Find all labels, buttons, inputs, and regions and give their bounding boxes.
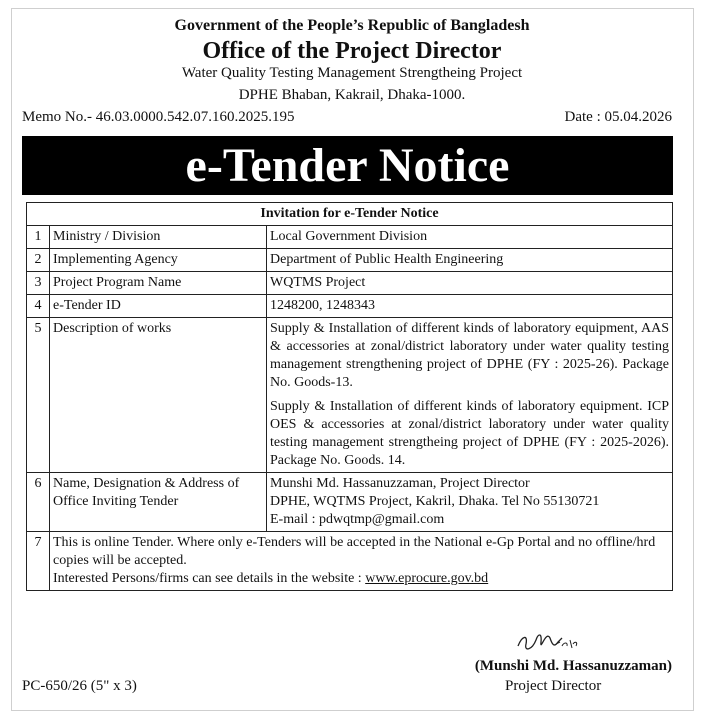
memo-number: Memo No.- 46.03.0000.542.07.160.2025.195: [22, 109, 295, 125]
publication-code: PC-650/26 (5" x 3): [22, 678, 137, 694]
table-row: [27, 473, 673, 532]
row-number: 3: [27, 272, 50, 295]
signature-mark: [512, 624, 582, 658]
notice-date: Date : 05.04.2026: [564, 109, 672, 125]
office-title: Office of the Project Director: [202, 38, 502, 64]
signatory-designation: Project Director: [505, 678, 602, 694]
signatory-name: (Munshi Md. Hassanuzzaman): [474, 658, 672, 674]
address-line: DPHE Bhaban, Kakrail, Dhaka-1000.: [238, 87, 466, 103]
eprocure-link[interactable]: www.eprocure.gov.bd: [365, 571, 489, 586]
row-label: Name, Designation & Address of Office Inviting Tender: [50, 473, 267, 532]
row-number: 4: [27, 295, 50, 318]
website-note: [53, 570, 669, 588]
officer-name: Munshi Md. Hassanuzzaman, Project Director: [270, 476, 530, 491]
row-value: WQTMS Project: [267, 272, 673, 295]
row-label: e-Tender ID: [50, 295, 267, 318]
project-line: Water Quality Testing Management Strengtheing Project: [181, 65, 523, 81]
signature-stroke: [518, 635, 562, 649]
row-label: Ministry / Division: [50, 226, 267, 249]
work-description-goods-14: Supply & Installation of different kinds of laboratory equipment. ICP OES & accessories at zonal/district laboratory under water quality testing management strengtheing project of DPHE (FY : 2025-2026). Package No. Goods. 14.: [270, 399, 669, 468]
table-row: [27, 226, 673, 249]
row-number: 2: [27, 249, 50, 272]
row-value: [267, 318, 673, 473]
row-label: Project Program Name: [50, 272, 267, 295]
row-value: [267, 473, 673, 532]
notice-banner: e-Tender Notice: [22, 136, 673, 195]
row-label: Description of works: [50, 318, 267, 473]
table-row: [27, 249, 673, 272]
website-note-text: Interested Persons/firms can see details in the website :: [53, 571, 366, 586]
table-row: [27, 295, 673, 318]
row-value: 1248200, 1248343: [267, 295, 673, 318]
work-description-goods-13: Supply & Installation of different kinds of laboratory equipment, AAS & accessories at zonal/district laboratory under water quality testing management strengthening project of DPHE (FY : 2025-26). Package No. Goods-13.: [270, 321, 669, 390]
government-line: Government of the People’s Republic of Bangladesh: [174, 17, 530, 34]
table-row: [27, 272, 673, 295]
tender-table: [26, 202, 673, 591]
row-value: [50, 532, 673, 591]
row-number: 6: [27, 473, 50, 532]
row-number: 7: [27, 532, 50, 591]
table-row: [27, 532, 673, 591]
online-tender-note: This is online Tender. Where only e-Tenders will be accepted in the National e-Gp Portal and no offline/hrd copies will be accepted.: [53, 535, 656, 568]
table-heading: Invitation for e-Tender Notice: [27, 203, 673, 226]
row-value: Local Government Division: [267, 226, 673, 249]
row-number: 5: [27, 318, 50, 473]
table-heading-row: [27, 203, 673, 226]
officer-address: DPHE, WQTMS Project, Kakril, Dhaka. Tel No 55130721: [270, 494, 600, 509]
row-value: Department of Public Health Engineering: [267, 249, 673, 272]
row-number: 1: [27, 226, 50, 249]
officer-email: E-mail : pdwqtmp@gmail.com: [270, 512, 445, 527]
table-row: [27, 318, 673, 473]
row-label: Implementing Agency: [50, 249, 267, 272]
